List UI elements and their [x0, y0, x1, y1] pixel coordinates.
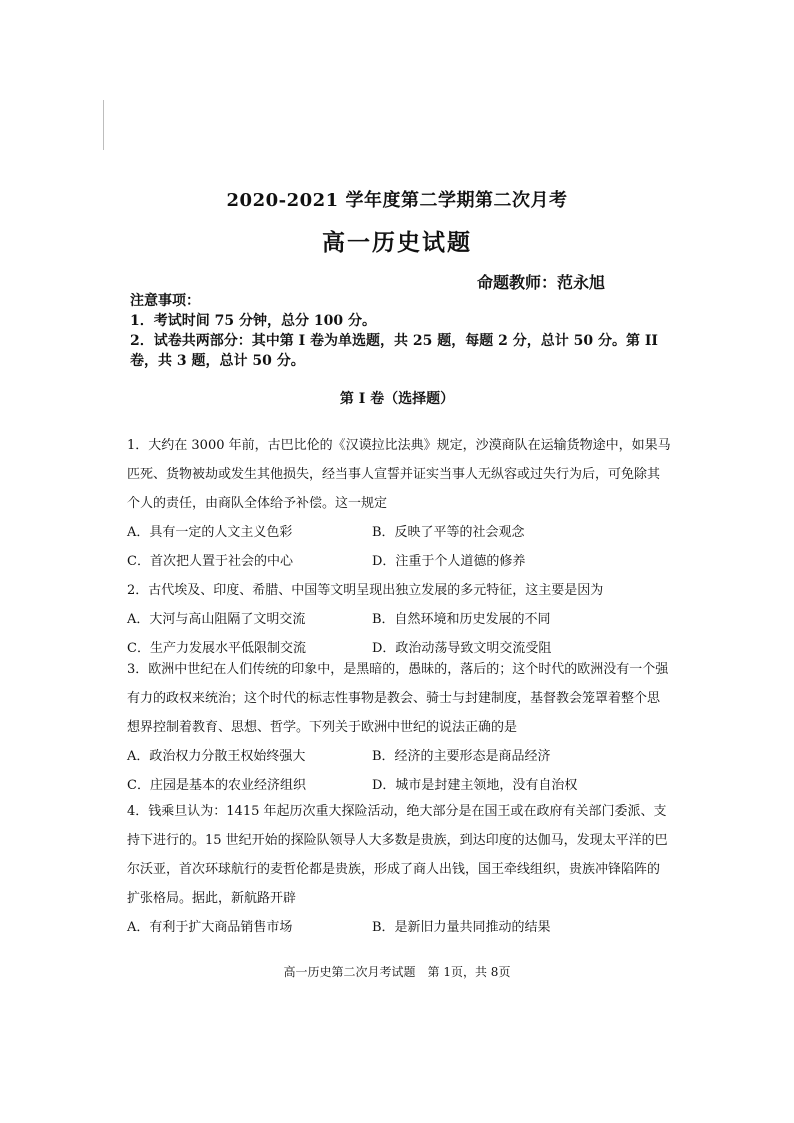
option-b: B．自然环境和历史发展的不同: [372, 612, 551, 627]
option-d: D．城市是封建主领地，没有自治权: [372, 778, 578, 793]
stem-line: 3．欧洲中世纪在人们传统的印象中，是黑暗的，愚昧的，落后的；这个时代的欧洲没有一个强: [127, 662, 669, 677]
option-a: A．大河与高山阻隔了文明交流: [127, 612, 306, 627]
option-b: B．是新旧力量共同推动的结果: [372, 920, 551, 935]
option-row: [127, 913, 672, 942]
stem-line: 有力的政权来统治；这个时代的标志性事物是教会、骑士与封建制度，基督教会笼罩着整个思: [127, 691, 661, 706]
option-b: B．反映了平等的社会观念: [372, 525, 525, 540]
stem-line: 2．古代埃及、印度、希腊、中国等文明呈现出独立发展的多元特征，这主要是因为: [127, 583, 604, 598]
notes-item: 1．考试时间 75 分钟，总分 100 分。: [130, 313, 376, 329]
stem-line: 1．大约在 3000 年前，古巴比伦的《汉谟拉比法典》规定，沙漠商队在运输货物途中，如果马: [127, 438, 671, 453]
option-row: [127, 742, 672, 771]
stem-line: 匹死、货物被劫或发生其他损失，经当事人宣誓并证实当事人无纵容或过失行为后，可免除其: [127, 467, 661, 482]
option-c: C．庄园是基本的农业经济组织: [127, 778, 306, 793]
option-a: A．有利于扩大商品销售市场: [127, 920, 293, 935]
notes-heading: 注意事项：: [130, 293, 200, 309]
section-title: 第 I 卷（选择题）: [339, 391, 455, 407]
notes-item: 2．试卷共两部分：其中第 I 卷为单选题，共 25 题，每题 2 分，总计 50 分。第 II: [130, 333, 658, 349]
option-c: C．生产力发展水平低限制交流: [127, 641, 306, 656]
option-d: D．注重于个人道德的修养: [372, 554, 526, 569]
stem-line: 扩张格局。据此，新航路开辟: [127, 891, 297, 906]
exam-subtitle: 高一历史试题: [322, 229, 472, 256]
question-stem: [127, 431, 672, 518]
page-footer: 高一历史第二次月考试题 第 1页，共 8页: [283, 965, 511, 979]
notes-block: [130, 291, 670, 371]
option-row: [127, 518, 672, 547]
question-stem: [127, 655, 672, 742]
question-4: [127, 797, 672, 942]
option-c: C．首次把人置于社会的中心: [127, 554, 293, 569]
question-stem: [127, 576, 672, 605]
option-row: [127, 547, 672, 576]
question-3: [127, 655, 672, 800]
option-d: D．政治动荡导致文明交流受阻: [372, 641, 552, 656]
exam-author: 命题教师：范永旭: [477, 273, 606, 292]
stem-line: 想界控制着教育、思想、哲学。下列关于欧洲中世纪的说法正确的是: [127, 720, 518, 735]
question-stem: [127, 797, 672, 913]
option-row: [127, 771, 672, 800]
option-b: B．经济的主要形态是商品经济: [372, 749, 551, 764]
option-row: [127, 605, 672, 634]
stem-line: 尔沃亚，首次环球航行的麦哲伦都是贵族，形成了商人出钱，国王牵线组织，贵族冲锋陷阵的: [127, 862, 661, 877]
question-2: [127, 576, 672, 663]
stem-line: 持下进行的。15 世纪开始的探险队领导人大多数是贵族，到达印度的达伽马，发现太平洋的巴: [127, 833, 668, 848]
notes-item: 卷，共 3 题，总计 50 分。: [130, 353, 305, 369]
question-1: [127, 431, 672, 576]
option-a: A．政治权力分散王权始终强大: [127, 749, 306, 764]
stem-line: 个人的责任，由商队全体给予补偿。这一规定: [127, 496, 388, 511]
stem-line: 4．钱乘旦认为：1415 年起历次重大探险活动，绝大部分是在国王或在政府有关部门委派、支: [127, 804, 667, 819]
option-a: A．具有一定的人文主义色彩: [127, 525, 293, 540]
scan-margin-line: [103, 100, 104, 150]
exam-title: 2020-2021 学年度第二学期第二次月考: [226, 190, 568, 211]
